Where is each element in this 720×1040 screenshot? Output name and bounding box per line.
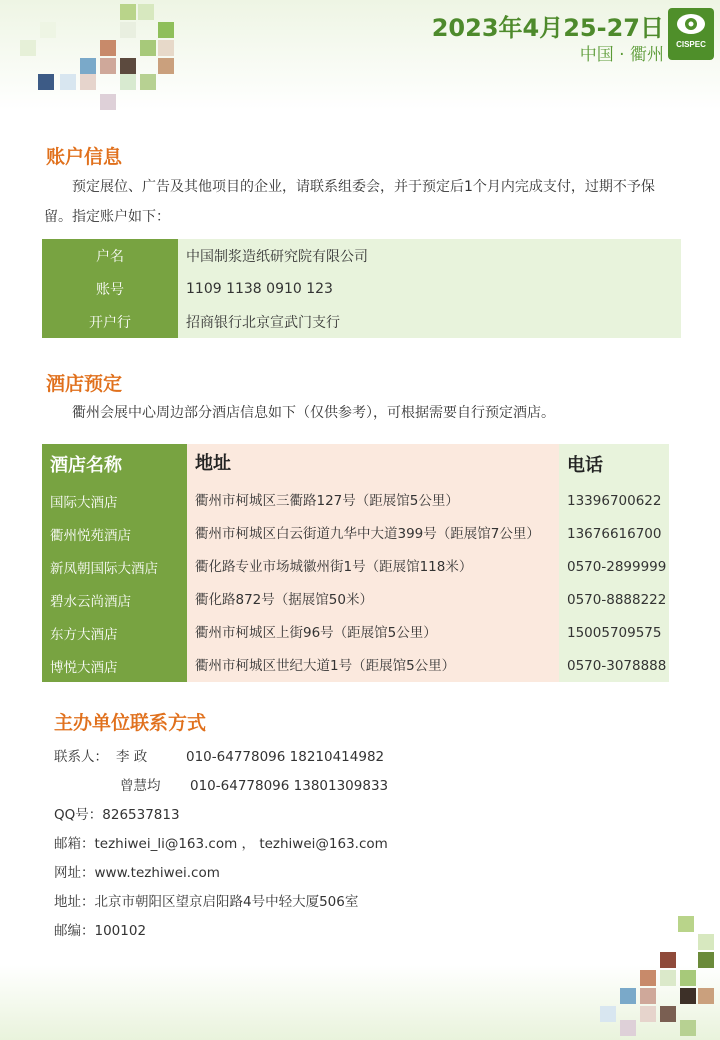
- contact-person-1-phones: 010-64778096 18210414982: [186, 749, 385, 765]
- hotel-address: 衢州市柯城区三衢路127号（距展馆5公里）: [187, 484, 559, 517]
- contact-qq: [54, 803, 180, 823]
- hotel-intro: 衢州会展中心周边部分酒店信息如下（仅供参考），可根据需要自行预定酒店。: [72, 405, 555, 421]
- account-table: [42, 239, 681, 338]
- hotel-phone: 0570-8888222: [559, 583, 669, 616]
- contact-person-2: [120, 774, 388, 794]
- table-row: [42, 616, 669, 649]
- decorative-mosaic-top: [0, 0, 190, 110]
- cispec-logo: [668, 8, 714, 60]
- account-value: 1109 1138 0910 123: [178, 272, 681, 305]
- event-city: 中国 · 衢州: [579, 45, 664, 65]
- qq-value: 826537813: [102, 807, 180, 823]
- account-value: 招商银行北京宣武门支行: [178, 305, 681, 338]
- hotel-phone: 15005709575: [559, 616, 669, 649]
- address-label: 地址：: [54, 894, 95, 910]
- table-row: [42, 517, 669, 550]
- account-key: 账号: [42, 272, 178, 305]
- hotel-name: 衢州悦苑酒店: [42, 517, 187, 550]
- decorative-mosaic-bottom: [540, 910, 720, 1040]
- table-row: [42, 550, 669, 583]
- hotel-name: 碧水云尚酒店: [42, 583, 187, 616]
- hotel-phone: 13676616700: [559, 517, 669, 550]
- zip-value: 100102: [94, 923, 147, 939]
- hotel-name: 国际大酒店: [42, 484, 187, 517]
- table-row: [42, 272, 681, 305]
- hotel-name: 东方大酒店: [42, 616, 187, 649]
- hotel-address-header: 地址: [187, 444, 559, 484]
- email-value[interactable]: tezhiwei_li@163.com ， tezhiwei@163.com: [94, 836, 388, 852]
- hotel-name: 博悦大酒店: [42, 649, 187, 682]
- table-row: [42, 239, 681, 272]
- website-label: 网址：: [54, 865, 95, 881]
- hotel-name: 新凤朝国际大酒店: [42, 550, 187, 583]
- hotel-address: 衢化路专业市场城徽州街1号（距展馆118米）: [187, 550, 559, 583]
- table-row: [42, 583, 669, 616]
- account-value: 中国制浆造纸研究院有限公司: [178, 239, 681, 272]
- hotel-address: 衢化路872号（据展馆50米）: [187, 583, 559, 616]
- eye-logo-icon: [676, 12, 706, 36]
- table-row: [42, 305, 681, 338]
- hotel-address: 衢州市柯城区上街96号（距展馆5公里）: [187, 616, 559, 649]
- account-section-title: 账户信息: [46, 146, 123, 168]
- hotel-section-title: 酒店预定: [46, 373, 123, 395]
- hotel-phone: 0570-3078888: [559, 649, 669, 682]
- hotel-name-header: 酒店名称: [42, 444, 187, 484]
- table-row: [42, 484, 669, 517]
- email-label: 邮箱：: [54, 836, 95, 852]
- hotel-address: 衢州市柯城区白云街道九华中大道399号（距展馆7公里）: [187, 517, 559, 550]
- zip-label: 邮编：: [54, 923, 95, 939]
- address-value: 北京市朝阳区望京启阳路4号中轻大厦506室: [94, 894, 359, 910]
- qq-label: QQ号：: [54, 807, 103, 823]
- contact-person-2-phones: 010-64778096 13801309833: [190, 778, 389, 794]
- logo-text: CISPEC: [676, 40, 706, 49]
- contact-email: [54, 832, 388, 852]
- website-link[interactable]: www.tezhiwei.com: [94, 865, 220, 881]
- account-key: 开户行: [42, 305, 178, 338]
- contact-person-1: [54, 745, 384, 765]
- account-intro: 预定展位、广告及其他项目的企业，请联系组委会，并于预定后1个月内完成支付，过期不予保留。指定账户如下：: [44, 179, 655, 225]
- contact-section-title: 主办单位联系方式: [54, 712, 207, 734]
- account-key: 户名: [42, 239, 178, 272]
- table-row: [42, 649, 669, 682]
- hotel-table: [42, 444, 669, 682]
- event-date: 2023年4月25-27日: [431, 14, 664, 42]
- hotel-address: 衢州市柯城区世纪大道1号（距展馆5公里）: [187, 649, 559, 682]
- hotel-phone-header: 电话: [559, 444, 669, 484]
- table-header-row: [42, 444, 669, 484]
- contact-address: [54, 890, 358, 910]
- contact-website: [54, 861, 220, 881]
- hotel-phone: 13396700622: [559, 484, 669, 517]
- contact-zip: [54, 919, 146, 939]
- contact-person-1-name: 李 政: [116, 749, 148, 765]
- contact-person-2-name: 曾慧均: [120, 778, 161, 794]
- hotel-phone: 0570-2899999: [559, 550, 669, 583]
- contact-person-label: 联系人：: [54, 749, 108, 765]
